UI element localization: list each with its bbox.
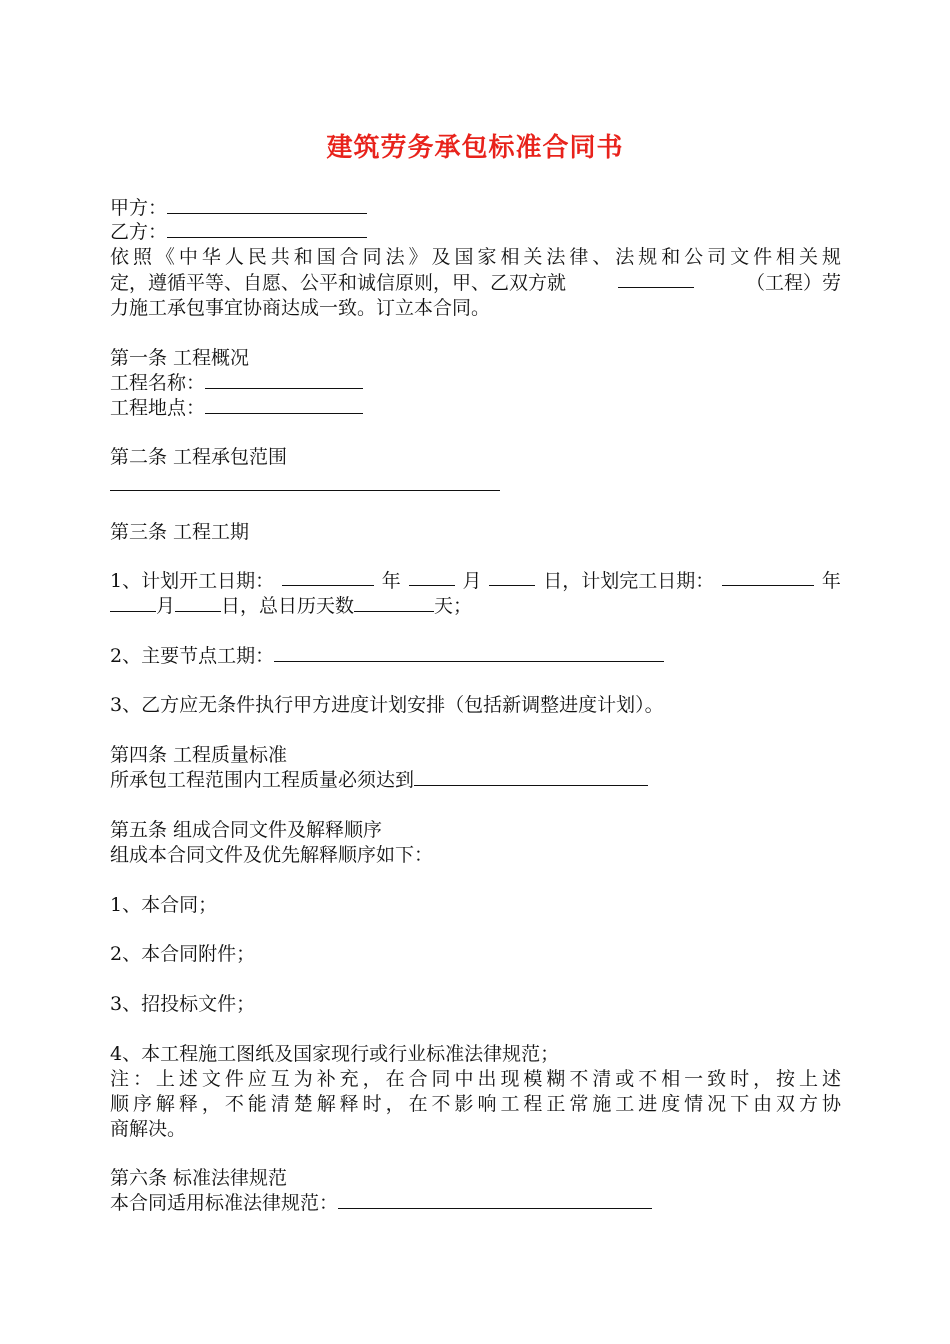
note-line-3: 商解决。	[110, 1118, 187, 1140]
article-1-heading: 第一条 工程概况	[110, 347, 250, 369]
standards-blank	[338, 1192, 652, 1209]
start-date-label: 1、计划开工日期：	[110, 570, 275, 592]
schedule-item-3: 3、乙方应无条件执行甲方进度计划安排（包括新调整进度计划）。	[110, 694, 664, 716]
article-2-heading: 第二条 工程承包范围	[110, 446, 288, 468]
article-4-heading: 第四条 工程质量标准	[110, 744, 288, 766]
project-name-line	[110, 371, 363, 395]
document-title: 建筑劳务承包标准合同书	[326, 133, 624, 163]
note-line-2	[110, 1092, 841, 1116]
finish-year-unit: 年	[821, 570, 841, 592]
intro-text-2a: 定，遵循平等、自愿、公平和诚信原则，甲、乙双方就	[110, 272, 567, 294]
schedule-line-1	[110, 569, 841, 593]
intro-line-3: 力施工承包事宜协商达成一致。订立本合同。	[110, 297, 491, 319]
document-item-3: 3、招投标文件；	[110, 993, 256, 1015]
standards-label: 本合同适用标准法律规范：	[110, 1192, 339, 1214]
start-month-blank	[409, 569, 455, 586]
document-item-2: 2、本合同附件；	[110, 943, 256, 965]
party-a-blank	[167, 197, 367, 214]
intro-line-1	[110, 245, 841, 269]
standards-line	[110, 1191, 652, 1215]
party-a-line	[110, 196, 367, 220]
quality-label: 所承包工程范围内工程质量必须达到	[110, 769, 415, 791]
document-item-1: 1、本合同；	[110, 894, 218, 916]
intro-text-2b: （工程）劳	[745, 272, 841, 294]
order-intro: 组成本合同文件及优先解释顺序如下：	[110, 844, 434, 866]
milestone-line	[110, 644, 664, 668]
quality-blank	[414, 769, 648, 786]
finish-month-blank	[110, 595, 156, 612]
project-location-line	[110, 396, 363, 420]
start-day-blank	[489, 569, 535, 586]
project-location-label: 工程地点：	[110, 397, 206, 419]
start-year-unit: 年	[381, 570, 401, 592]
total-days-label: 日，总日历天数	[221, 595, 355, 617]
days-unit: 天；	[434, 595, 473, 617]
start-month-unit: 月	[462, 570, 482, 592]
note-text-2: 顺序解释，不能清楚解释时，在不影响工程正常施工进度情况下由双方协	[110, 1093, 841, 1115]
intro-line-2	[110, 271, 841, 295]
intro-text-1: 依照《中华人民共和国合同法》及国家相关法律、法规和公司文件相关规	[110, 246, 841, 268]
article-6-heading: 第六条 标准法律规范	[110, 1167, 288, 1189]
quality-line	[110, 768, 648, 792]
finish-year-blank	[722, 569, 814, 586]
finish-date-label: 日，计划完工日期：	[543, 570, 715, 592]
note-line-1	[110, 1067, 841, 1091]
party-b-label: 乙方：	[110, 221, 168, 243]
schedule-line-2	[110, 594, 472, 618]
finish-day-blank	[175, 595, 221, 612]
project-location-blank	[205, 397, 363, 414]
start-year-blank	[282, 569, 374, 586]
party-b-blank	[167, 221, 367, 238]
project-name-blank	[205, 372, 363, 389]
finish-month-unit: 月	[156, 595, 176, 617]
milestone-blank	[274, 645, 664, 662]
party-b-line	[110, 220, 367, 244]
article-5-heading: 第五条 组成合同文件及解释顺序	[110, 819, 383, 841]
scope-blank-line	[110, 490, 500, 491]
milestone-label: 2、主要节点工期：	[110, 645, 275, 667]
total-days-blank	[354, 595, 434, 612]
project-blank	[618, 271, 694, 288]
note-text-1: 注：上述文件应互为补充，在合同中出现模糊不清或不相一致时，按上述	[110, 1068, 841, 1090]
document-item-4: 4、本工程施工图纸及国家现行或行业标准法律规范；	[110, 1043, 560, 1065]
project-name-label: 工程名称：	[110, 372, 206, 394]
party-a-label: 甲方：	[110, 197, 168, 219]
article-3-heading: 第三条 工程工期	[110, 521, 250, 543]
